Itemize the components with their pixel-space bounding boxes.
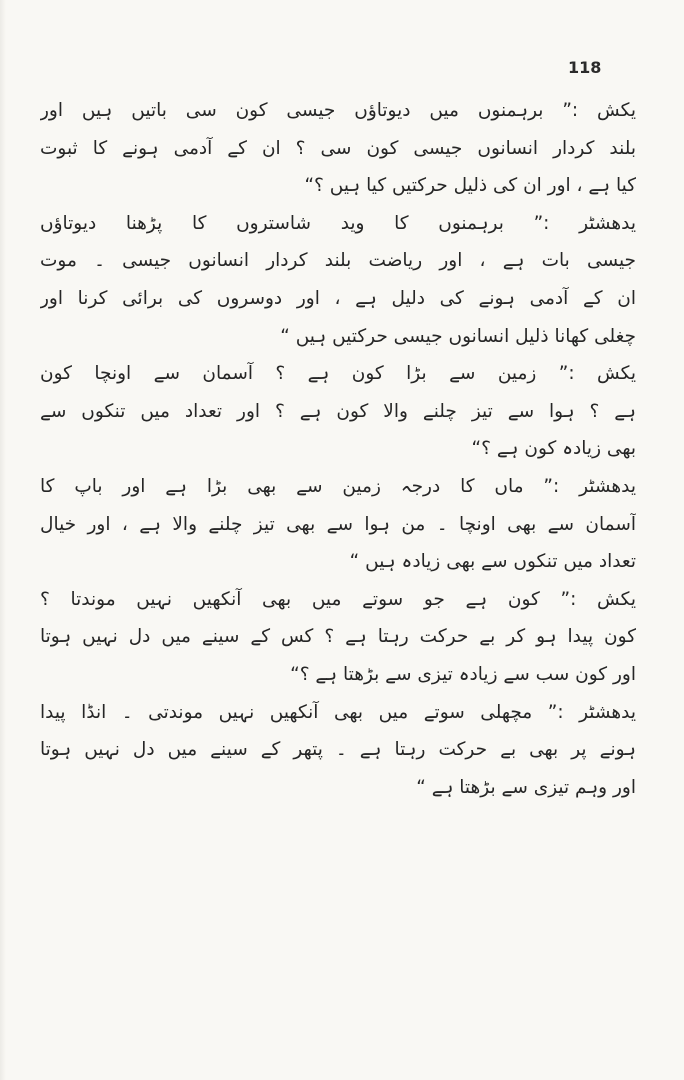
paragraph-yaksh-2 — [40, 355, 636, 468]
scan-edge-shadow — [0, 0, 6, 1080]
text-line: یدھشٹر :” ماں کا درجہ زمین سے بھی بڑا ہے اور باپ کا — [40, 475, 636, 497]
text-line: ہے ؟ ہوا سے تیز چلنے والا کون ہے ؟ اور تعداد میں تنکوں سے — [40, 400, 636, 422]
text-line: اور کون سب سے زیادہ تیزی سے بڑھتا ہے ؟“ — [290, 663, 636, 685]
text-line: ان کے آدمی ہونے کی دلیل ہے ، اور دوسروں کی برائی کرنا اور — [40, 287, 636, 309]
paragraph-yudhishthir-2 — [40, 468, 636, 581]
text-line: یکش :” برہمنوں میں دیوتاؤں جیسی کون سی باتیں ہیں اور — [40, 100, 636, 121]
paragraph-yudhishthir-1 — [40, 205, 636, 355]
text-line: بھی زیادہ کون ہے ؟“ — [471, 438, 636, 460]
text-line: چغلی کھانا ذلیل انسانوں جیسی حرکتیں ہیں “ — [280, 325, 636, 347]
dialogue-text — [40, 92, 636, 806]
text-line: کون پیدا ہو کر بے حرکت رہتا ہے ؟ کس کے سینے میں دل نہیں ہوتا — [40, 626, 636, 648]
text-line: کیا ہے ، اور ان کی ذلیل حرکتیں کیا ہیں ؟“ — [304, 175, 636, 197]
text-line: تعداد میں تنکوں سے بھی زیادہ ہیں “ — [349, 551, 636, 573]
text-line: یکش :” زمین سے بڑا کون ہے ؟ آسمان سے اونچا کون — [40, 363, 636, 385]
text-line: جیسی بات ہے ، اور ریاضت بلند کردار انسانوں جیسی ۔ موت — [40, 250, 636, 272]
text-line: آسمان سے بھی اونچا ۔ من ہوا سے بھی تیز چلنے والا ہے ، اور خیال — [40, 513, 636, 535]
text-line: یدھشٹر :” مچھلی سوتے میں بھی آنکھیں نہیں موندتی ۔ انڈا پیدا — [40, 701, 636, 723]
text-line: یدھشٹر :” برہمنوں کا وید شاستروں کا پڑھنا دیوتاؤں — [40, 212, 636, 234]
text-line: بلند کردار انسانوں جیسی کون سی ؟ ان کے آدمی ہونے کا ثبوت — [40, 137, 636, 159]
paragraph-yaksh-3 — [40, 581, 636, 694]
paragraph-yudhishthir-3 — [40, 694, 636, 807]
text-line: ہونے پر بھی بے حرکت رہتا ہے ۔ پتھر کے سینے میں دل نہیں ہوتا — [40, 739, 636, 761]
paragraph-yaksh-1 — [40, 92, 636, 205]
text-line: یکش :” کون ہے جو سوتے میں بھی آنکھیں نہیں موندتا ؟ — [40, 588, 636, 610]
page-number: 118 — [568, 58, 602, 77]
text-line: اور وہم تیزی سے بڑھتا ہے “ — [416, 776, 636, 798]
